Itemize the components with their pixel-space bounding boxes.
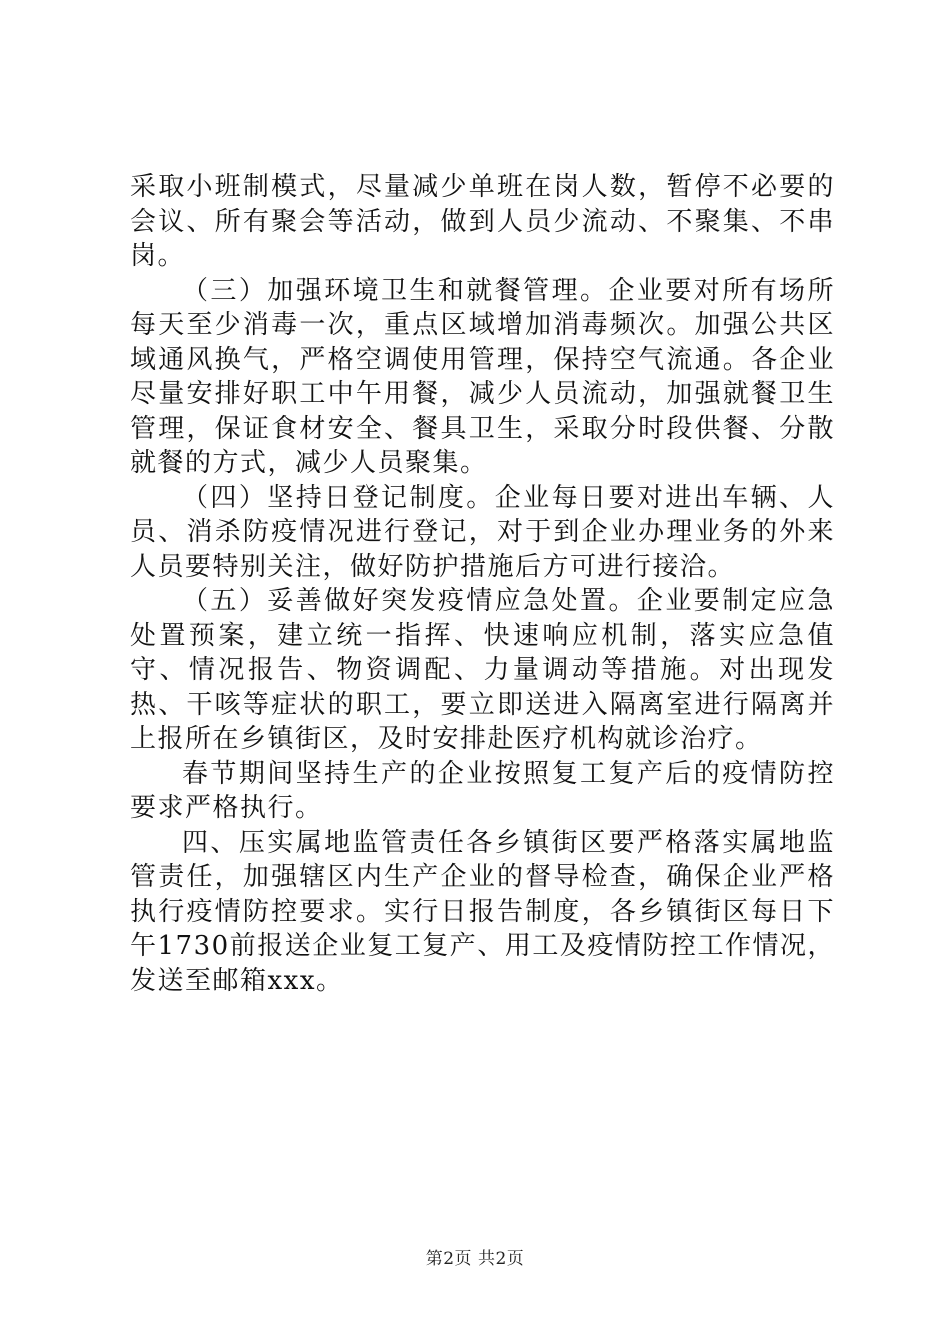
page-number-footer: 第2页 共2页 (425, 1249, 525, 1269)
paragraph-2: （三）加强环境卫生和就餐管理。企业要对所有场所每天至少消毒一次，重点区域增加消毒频次。加强公共区域通风换气，严格空调使用管理，保持空气流通。各企业尽量安排好职工中午用餐，减少人员流动，加强就餐卫生管理，保证食材安全、餐具卫生，采取分时段供餐、分散就餐的方式，减少人员聚集。 (130, 275, 835, 478)
document-body (130, 170, 835, 998)
paragraph-3: （四）坚持日登记制度。企业每日要对进出车辆、人员、消杀防疫情况进行登记，对于到企业办理业务的外来人员要特别关注，做好防护措施后方可进行接洽。 (130, 482, 835, 582)
paragraph-1: 采取小班制模式，尽量减少单班在岗人数，暂停不必要的会议、所有聚会等活动，做到人员少流动、不聚集、不串岗。 (130, 172, 835, 271)
paragraph-4: （五）妥善做好突发疫情应急处置。企业要制定应急处置预案，建立统一指挥、快速响应机制，落实应急值守、情况报告、物资调配、力量调动等措施。对出现发热、干咳等症状的职工，要立即送进入隔离室进行隔离并上报所在乡镇街区，及时安排赴医疗机构就诊治疗。 (130, 586, 835, 754)
paragraph-6: 四、压实属地监管责任各乡镇街区要严格落实属地监管责任，加强辖区内生产企业的督导检查，确保企业严格执行疫情防控要求。实行日报告制度，各乡镇街区每日下午1730前报送企业复工复产、用工及疫情防控工作情况，发送至邮箱xxx。 (130, 827, 835, 996)
paragraph-5: 春节期间坚持生产的企业按照复工复产后的疫情防控要求严格执行。 (130, 758, 835, 823)
